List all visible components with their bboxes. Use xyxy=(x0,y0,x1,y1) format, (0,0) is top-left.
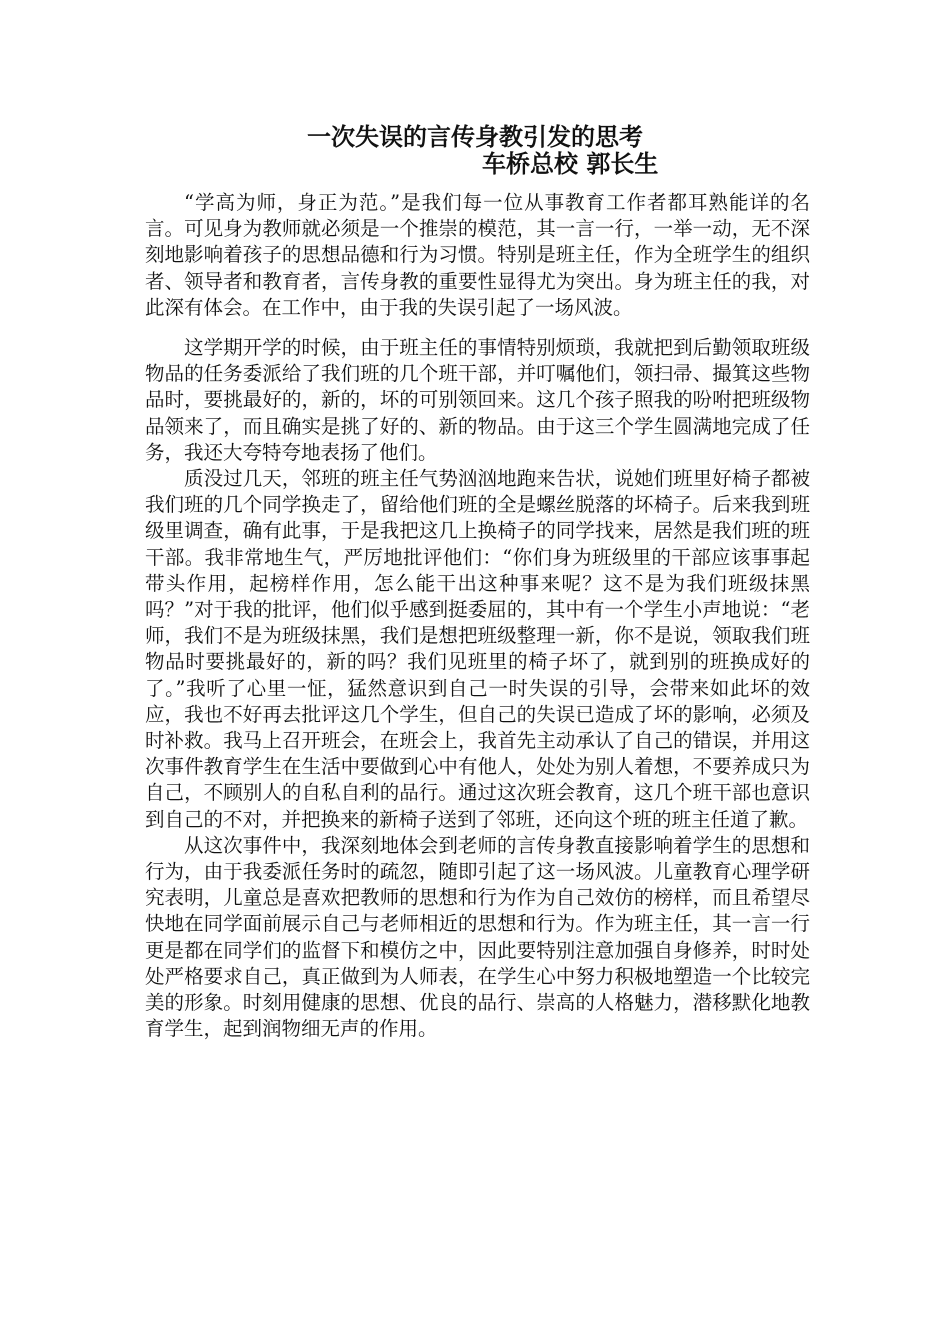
paragraph-3: 质没过几天，邻班的班主任气势汹汹地跑来告状，说她们班里好椅子都被我们班的几个同学换走了，留给他们班的全是螺丝脱落的坏椅子。后来我到班级里调查，确有此事，于是我把这几上换椅子的同学找来，居然是我们班的班干部。我非常地生气，严厉地批评他们：“你们身为班级里的干部应该事事起带头作用，起榜样作用，怎么能干出这种事来呢？这不是为我们班级抹黑吗？”对于我的批评，他们似乎感到挺委屈的，其中有一个学生小声地说：“老师，我们不是为班级抹黑，我们是想把班级整理一新，你不是说，领取我们班物品时要挑最好的，新的吗？我们见班里的椅子坏了，就到别的班换成好的了。”我听了心里一怔，猛然意识到自己一时失误的引导，会带来如此坏的效应，我也不好再去批评这几个学生，但自己的失误已造成了坏的影响，必须及时补救。我马上召开班会，在班会上，我首先主动承认了自己的错误，并用这次事件教育学生在生活中要做到心中有他人，处处为别人着想，不要养成只为自己，不顾别人的自私自利的品行。通过这次班会教育，这几个班干部也意识到自己的不对，并把换来的新椅子送到了邻班，还向这个班的班主任道了歉。 xyxy=(145,467,810,831)
paragraph-1: “学高为师，身正为范。”是我们每一位从事教育工作者都耳熟能详的名言。可见身为教师就必须是一个推崇的模范，其一言一行，一举一动，无不深刻地影响着孩子的思想品德和行为习惯。特别是班主任，作为全班学生的组织者、领导者和教育者，言传身教的重要性显得尤为突出。身为班主任的我，对此深有体会。在工作中，由于我的失误引起了一场风波。 xyxy=(145,191,810,319)
document-body xyxy=(145,190,810,1043)
paragraph-4: 从这次事件中，我深刻地体会到老师的言传身教直接影响着学生的思想和行为，由于我委派任务时的疏忽，随即引起了这一场风波。儿童教育心理学研究表明，儿童总是喜欢把教师的思想和行为作为自己效仿的榜样，而且希望尽快地在同学面前展示自己与老师相近的思想和行为。作为班主任，其一言一行更是都在同学们的监督下和模仿之中，因此要特别注意加强自身修养，时时处处严格要求自己，真正做到为人师表，在学生心中努力积极地塑造一个比较完美的形象。时刻用健康的思想、优良的品行、崇高的人格魅力，潜移默化地教育学生，起到润物细无声的作用。 xyxy=(145,833,810,1041)
paragraph-2: 这学期开学的时候，由于班主任的事情特别烦琐，我就把到后勤领取班级物品的任务委派给了我们班的几个班干部，并叮嘱他们，领扫帚、撮箕这些物品时，要挑最好的，新的，坏的可别领回来。这几个孩子照我的吩咐把班级物品领来了，而且确实是挑了好的、新的物品。由于这三个学生圆满地完成了任务，我还大夸特夸地表扬了他们。 xyxy=(145,336,810,464)
document-title: 一次失误的言传身教引发的思考 xyxy=(307,122,643,151)
document-author: 车桥总校 郭长生 xyxy=(482,149,659,178)
